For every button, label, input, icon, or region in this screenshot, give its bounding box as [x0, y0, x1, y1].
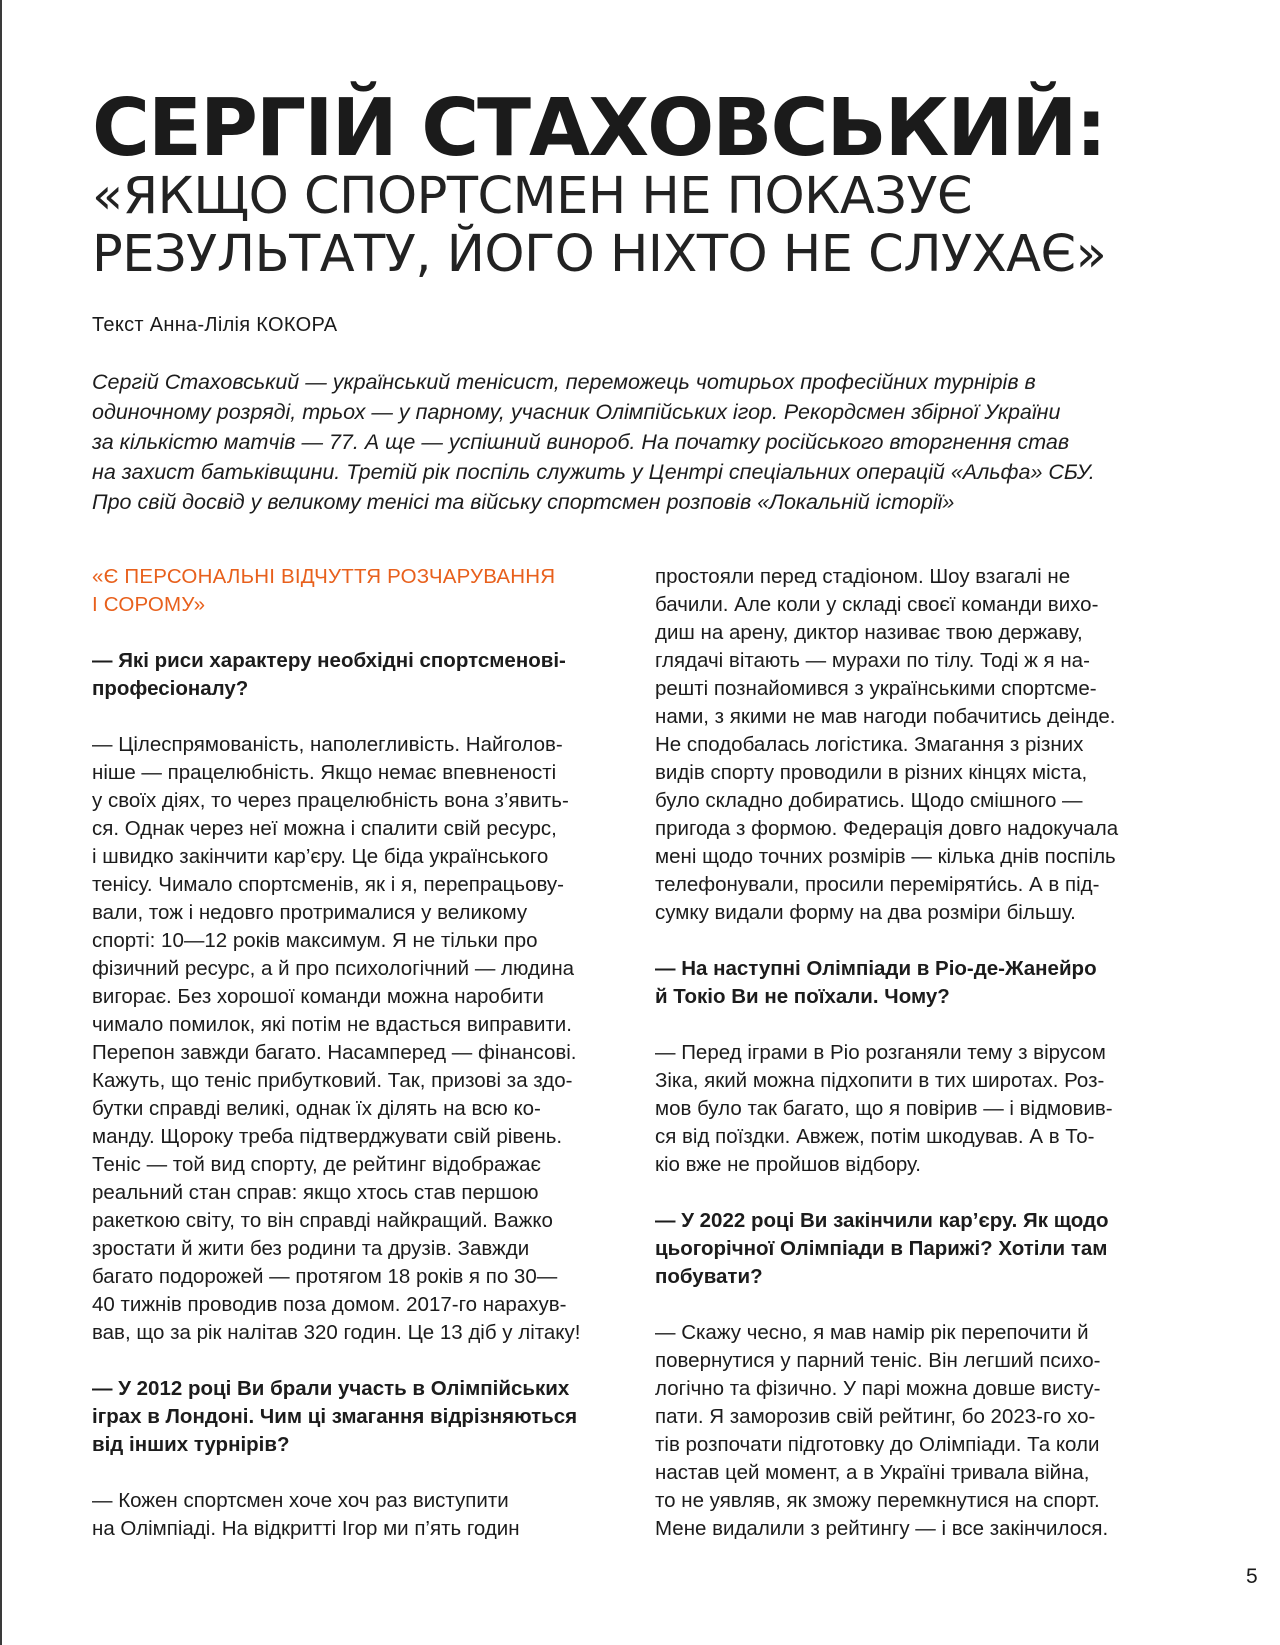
lead-line: Сергій Стаховський — український тенісист, переможець чотирьох професійних турнірів в — [92, 370, 1036, 394]
answer-line: видів спорту проводили в різних кінцях міста, — [655, 761, 1088, 784]
interview-answer — [92, 731, 612, 1347]
interview-question — [655, 1207, 1175, 1291]
answer-line: тенісу. Чимало спортсменів, як і я, перепрацьову- — [92, 873, 564, 896]
answer-line: Не сподобалась логістика. Змагання з різних — [655, 733, 1084, 756]
answer-line: пригода з формою. Федерація довго надокучала — [655, 817, 1119, 840]
answer-line: ся від поїздки. Авжеж, потім шкодував. А в То- — [655, 1125, 1095, 1148]
answer-line: чимало помилок, які потім не вдасться виправити. — [92, 1013, 572, 1036]
answer-line: ракеткою світу, то він справді найкращий. Важко — [92, 1209, 553, 1232]
answer-line: тів розпочати підготовку до Олімпіади. Та коли — [655, 1433, 1100, 1456]
answer-line: багато подорожей — протягом 18 років я по 30— — [92, 1265, 558, 1288]
question-line: від інших турнірів? — [92, 1433, 290, 1456]
question-line: — На наступні Олімпіади в Ріо-де-Жанейро — [655, 957, 1097, 980]
answer-line: повернутися у парний теніс. Він легший психо- — [655, 1349, 1101, 1372]
answer-line: — Кожен спортсмен хоче хоч раз виступити — [92, 1489, 509, 1512]
interview-answer-continued — [655, 563, 1175, 927]
section-heading-line: «Є ПЕРСОНАЛЬНІ ВІДЧУТТЯ РОЗЧАРУВАННЯ — [92, 565, 556, 588]
answer-line: телефонували, просили переміряти́сь. А в під- — [655, 873, 1100, 896]
answer-line: Зіка, який можна підхопити в тих широтах. Роз- — [655, 1069, 1105, 1092]
interview-question — [92, 647, 612, 703]
question-line: — У 2022 році Ви закінчили кар’єру. Як щодо — [655, 1209, 1109, 1232]
answer-line: бутки справді великі, однак їх ділять на всю ко- — [92, 1097, 541, 1120]
question-line: іграх в Лондоні. Чим ці змагання відрізняються — [92, 1405, 578, 1428]
answer-line: реальний стан справ: якщо хтось став першою — [92, 1181, 539, 1204]
answer-line: вигорає. Без хорошої команди можна наробити — [92, 985, 544, 1008]
interview-answer — [655, 1319, 1175, 1543]
answer-line: манду. Щороку треба підтверджувати свій рівень. — [92, 1125, 563, 1148]
lead-paragraph — [92, 367, 1182, 517]
interview-answer — [92, 1487, 612, 1543]
answer-line: Кажуть, що теніс прибутковий. Так, призові за здо- — [92, 1069, 573, 1092]
lead-line: одиночному розряді, трьох — у парному, учасник Олімпійських ігор. Рекордсмен збірної України — [92, 400, 1061, 424]
answer-line: було складно добиратись. Щодо смішного — — [655, 789, 1083, 812]
answer-line: глядачі вітають — мурахи по тілу. Тоді ж я на- — [655, 649, 1090, 672]
answer-line: то не уявляв, як зможу перемкнутися на спорт. — [655, 1489, 1100, 1512]
answer-line: фізичний ресурс, а й про психологічний — людина — [92, 957, 575, 980]
page-edge — [0, 0, 2, 1645]
question-line: — Які риси характеру необхідні спортсменові- — [92, 649, 566, 672]
answer-line: і швидко закінчити кар’єру. Це біда українського — [92, 845, 549, 868]
lead-line: за кількістю матчів — 77. А ще — успішний винороб. На початку російського вторгнення став — [92, 430, 1070, 454]
answer-line: спорті: 10—12 років максимум. Я не тільки про — [92, 929, 538, 952]
question-line: професіоналу? — [92, 677, 249, 700]
answer-line: на Олімпіаді. На відкритті Ігор ми п’ять годин — [92, 1517, 520, 1540]
answer-line: кіо вже не пройшов відбору. — [655, 1153, 921, 1176]
answer-line: ніше — працелюбність. Якщо немає впевненості — [92, 761, 557, 784]
answer-line: пати. Я заморозив свій рейтинг, бо 2023-го хо- — [655, 1405, 1096, 1428]
answer-line: — Скажу чесно, я мав намір рік перепочити й — [655, 1321, 1089, 1344]
section-heading — [92, 563, 612, 619]
answer-line: мов було так багато, що я повірив — і відмовив- — [655, 1097, 1113, 1120]
article-page — [92, 0, 1258, 1645]
interview-question — [655, 955, 1175, 1011]
answer-line: решті познайомився з українськими спортсме- — [655, 677, 1097, 700]
lead-line: Про свій досвід у великому тенісі та війську спортсмен розповів «Локальній історії» — [92, 490, 955, 514]
answer-line: бачили. Але коли у складі своєї команди вихо- — [655, 593, 1099, 616]
answer-line: логічно та фізично. У парі можна довше висту- — [655, 1377, 1101, 1400]
answer-line: 40 тижнів проводив поза домом. 2017-го нарахув- — [92, 1293, 567, 1316]
answer-line: нами, з якими не мав нагоди побачитись деінде. — [655, 705, 1116, 728]
section-heading-line: І СОРОМУ» — [92, 593, 206, 616]
lead-line: на захист батьківщини. Третій рік поспіль служить у Центрі спеціальних операцій «Альфа» СБУ. — [92, 460, 1095, 484]
answer-line: у своїх діях, то через працелюбність вона з’явить- — [92, 789, 569, 812]
answer-line: Мене видалили з рейтингу — і все закінчилося. — [655, 1517, 1109, 1540]
answer-line: зростати й жити без родини та друзів. Завжди — [92, 1237, 530, 1260]
question-line: цьогорічної Олімпіади в Парижі? Хотіли там — [655, 1237, 1108, 1260]
answer-line: Перепон завжди багато. Насамперед — фінансові. — [92, 1041, 577, 1064]
interview-question — [92, 1375, 612, 1459]
interview-answer — [655, 1039, 1175, 1179]
answer-line: — Перед іграми в Ріо розганяли тему з вірусом — [655, 1041, 1106, 1064]
byline: Текст Анна-Лілія КОКОРА — [92, 314, 338, 336]
answer-line: Теніс — той вид спорту, де рейтинг відображає — [92, 1153, 541, 1176]
answer-line: диш на арену, диктор називає твою державу, — [655, 621, 1083, 644]
question-line: побувати? — [655, 1265, 763, 1288]
answer-line: сумку видали форму на два розміри більшу. — [655, 901, 1076, 924]
page-number: 5 — [1246, 1565, 1258, 1588]
title-quote-line: РЕЗУЛЬТАТУ, ЙОГО НІХТО НЕ СЛУХАЄ» — [92, 225, 1107, 284]
title-quote-line: «ЯКЩО СПОРТСМЕН НЕ ПОКАЗУЄ — [92, 167, 973, 226]
answer-line: ся. Однак через неї можна і спалити свій ресурс, — [92, 817, 557, 840]
answer-line: простояли перед стадіоном. Шоу взагалі не — [655, 565, 1071, 588]
answer-line: настав цей момент, а в Україні тривала війна, — [655, 1461, 1090, 1484]
answer-line: вали, тож і недовго протрималися у великому — [92, 901, 528, 924]
article-title-quote — [92, 168, 1192, 284]
answer-line: — Цілеспрямованість, наполегливість. Найголов- — [92, 733, 563, 756]
left-column — [92, 563, 612, 1543]
article-title: СЕРГІЙ СТАХОВСЬКИЙ: — [92, 82, 1106, 174]
question-line: й Токіо Ви не поїхали. Чому? — [655, 985, 950, 1008]
answer-line: мені щодо точних розмірів — кілька днів поспіль — [655, 845, 1116, 868]
question-line: — У 2012 році Ви брали участь в Олімпійських — [92, 1377, 570, 1400]
answer-line: вав, що за рік налітав 320 годин. Це 13 діб у літаку! — [92, 1321, 581, 1344]
right-column — [655, 563, 1175, 1543]
